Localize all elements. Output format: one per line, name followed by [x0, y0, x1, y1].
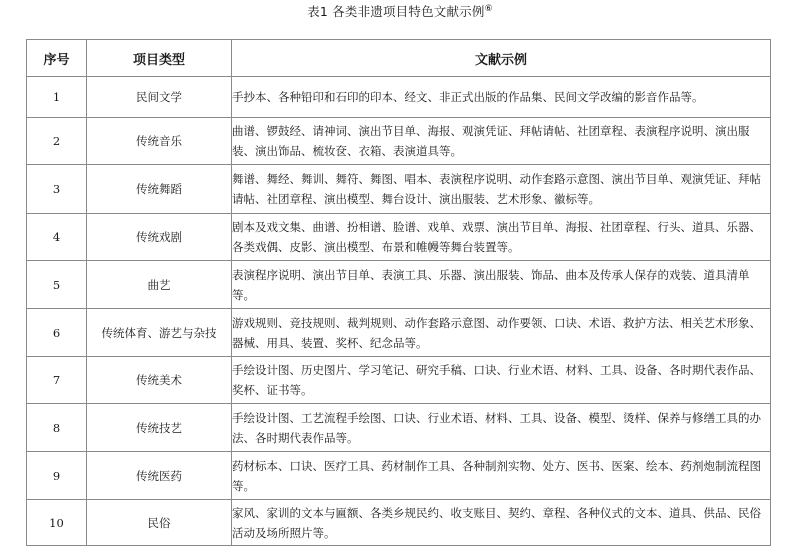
row-number: 9 [27, 452, 87, 500]
row-document-examples: 游戏规则、竞技规则、裁判规则、动作套路示意图、动作要领、口诀、术语、救护方法、相关艺术形象、器械、用具、装置、奖杯、纪念品等。 [232, 309, 771, 357]
row-number: 3 [27, 165, 87, 214]
header-document-examples: 文献示例 [232, 40, 771, 77]
row-document-examples: 手绘设计图、工艺流程手绘图、口诀、行业术语、材料、工具、设备、模型、烫样、保养与修缮工具的办法、各时期代表作品等。 [232, 404, 771, 452]
table-row [27, 309, 771, 357]
row-document-examples: 手抄本、各种铅印和石印的印本、经文、非正式出版的作品集、民间文学改编的影音作品等。 [232, 77, 771, 118]
row-number: 2 [27, 118, 87, 165]
table-row [27, 357, 771, 404]
row-number: 6 [27, 309, 87, 357]
row-document-examples: 表演程序说明、演出节目单、表演工具、乐器、演出服装、饰品、曲本及传承人保存的戏装、道具清单等。 [232, 261, 771, 309]
table-caption-text: 表1 各类非遗项目特色文献示例 [307, 4, 485, 19]
row-project-type: 民俗 [87, 500, 232, 546]
table-header-row [27, 40, 771, 77]
row-document-examples: 手绘设计图、历史图片、学习笔记、研究手稿、口诀、行业术语、材料、工具、设备、各时期代表作品、奖杯、证书等。 [232, 357, 771, 404]
table-row [27, 500, 771, 546]
footnote-marker: ⑥ [484, 3, 493, 14]
row-number: 1 [27, 77, 87, 118]
row-number: 10 [27, 500, 87, 546]
table-row [27, 452, 771, 500]
table-row [27, 261, 771, 309]
table-row [27, 77, 771, 118]
row-number: 5 [27, 261, 87, 309]
row-project-type: 传统医药 [87, 452, 232, 500]
table-row [27, 404, 771, 452]
row-project-type: 民间文学 [87, 77, 232, 118]
row-project-type: 传统美术 [87, 357, 232, 404]
row-document-examples: 曲谱、锣鼓经、请神词、演出节目单、海报、观演凭证、拜帖请帖、社团章程、表演程序说明、演出服装、演出饰品、梳妆奁、衣箱、表演道具等。 [232, 118, 771, 165]
row-project-type: 传统音乐 [87, 118, 232, 165]
row-document-examples: 家风、家训的文本与匾额、各类乡规民约、收支账目、契约、章程、各种仪式的文本、道具、供品、民俗活动及场所照片等。 [232, 500, 771, 546]
header-project-type: 项目类型 [87, 40, 232, 77]
row-project-type: 传统戏剧 [87, 214, 232, 261]
row-number: 8 [27, 404, 87, 452]
row-document-examples: 药材标本、口诀、医疗工具、药材制作工具、各种制剂实物、处方、医书、医案、绘本、药剂炮制流程图等。 [232, 452, 771, 500]
row-project-type: 曲艺 [87, 261, 232, 309]
header-serial-number: 序号 [27, 40, 87, 77]
table-row [27, 214, 771, 261]
table-row [27, 118, 771, 165]
row-project-type: 传统技艺 [87, 404, 232, 452]
row-number: 7 [27, 357, 87, 404]
row-number: 4 [27, 214, 87, 261]
table-row [27, 165, 771, 214]
row-project-type: 传统体育、游艺与杂技 [87, 309, 232, 357]
row-project-type: 传统舞蹈 [87, 165, 232, 214]
heritage-documents-table [26, 39, 771, 546]
row-document-examples: 剧本及戏文集、曲谱、扮相谱、脸谱、戏单、戏票、演出节目单、海报、社团章程、行头、道具、乐器、各类戏偶、皮影、演出模型、布景和帷幔等舞台装置等。 [232, 214, 771, 261]
row-document-examples: 舞谱、舞经、舞训、舞符、舞图、唱本、表演程序说明、动作套路示意图、演出节目单、观演凭证、拜帖请帖、社团章程、演出模型、舞台设计、演出服装、艺术形象、徽标等。 [232, 165, 771, 214]
table-caption [0, 4, 800, 20]
